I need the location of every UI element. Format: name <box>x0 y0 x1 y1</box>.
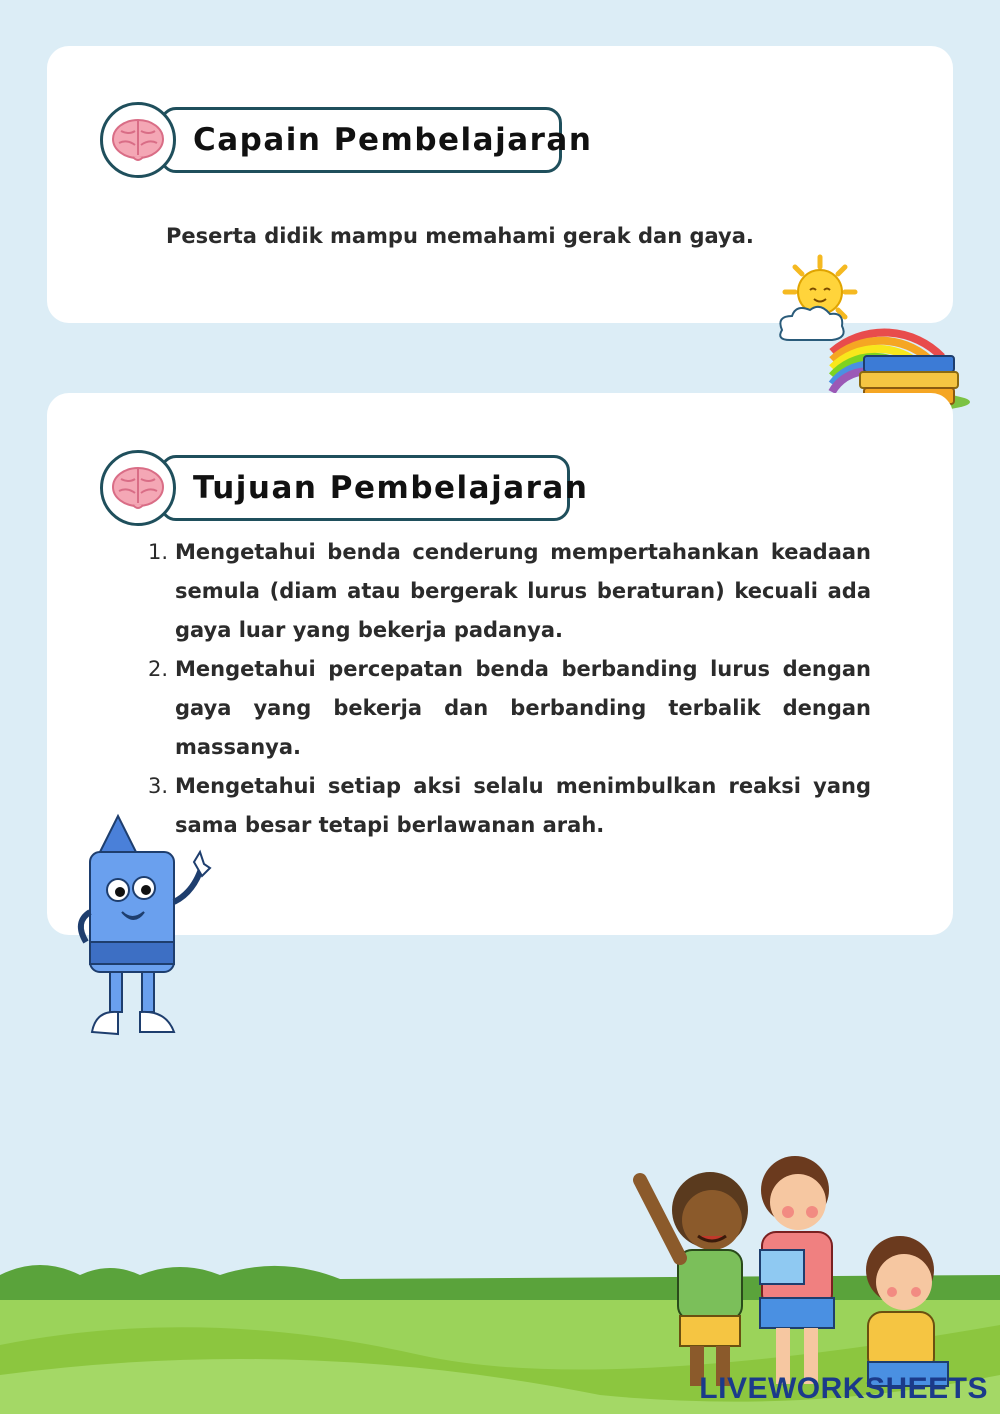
tujuan-list <box>148 533 871 845</box>
rainbow-books-illustration <box>772 252 972 414</box>
list-item <box>148 533 871 650</box>
list-item <box>148 650 871 767</box>
capaian-text: Peserta didik mampu memahami gerak dan gaya. <box>166 224 754 248</box>
list-item-text: Mengetahui percepatan benda berbanding lurus dengan gaya yang bekerja dan berbanding terbalik dengan massanya. <box>175 657 871 759</box>
brain-icon <box>111 465 165 511</box>
list-item-text: Mengetahui benda cenderung mempertahankan keadaan semula (diam atau bergerak lurus beraturan) kecuali ada gaya luar yang bekerja padanya. <box>175 540 871 642</box>
list-item-number: 2. <box>148 657 169 681</box>
tujuan-heading-label <box>160 455 589 521</box>
liveworksheets-watermark: LIVEWORKSHEETS <box>699 1372 988 1405</box>
brain-icon-circle <box>100 450 176 526</box>
tujuan-title: Tujuan Pembelajaran <box>193 470 589 506</box>
kids-illustration <box>620 1140 960 1402</box>
list-item-number: 1. <box>148 540 169 564</box>
brain-icon-circle <box>100 102 176 178</box>
list-item-number: 3. <box>148 774 169 798</box>
list-item <box>148 767 871 845</box>
capaian-title: Capain Pembelajaran <box>193 122 593 158</box>
capaian-heading-label <box>160 107 593 173</box>
list-item-text: Mengetahui setiap aksi selalu menimbulkan reaksi yang sama besar tetapi berlawanan arah. <box>175 774 871 837</box>
brain-icon <box>111 117 165 163</box>
pencil-mascot-illustration <box>70 812 215 1057</box>
